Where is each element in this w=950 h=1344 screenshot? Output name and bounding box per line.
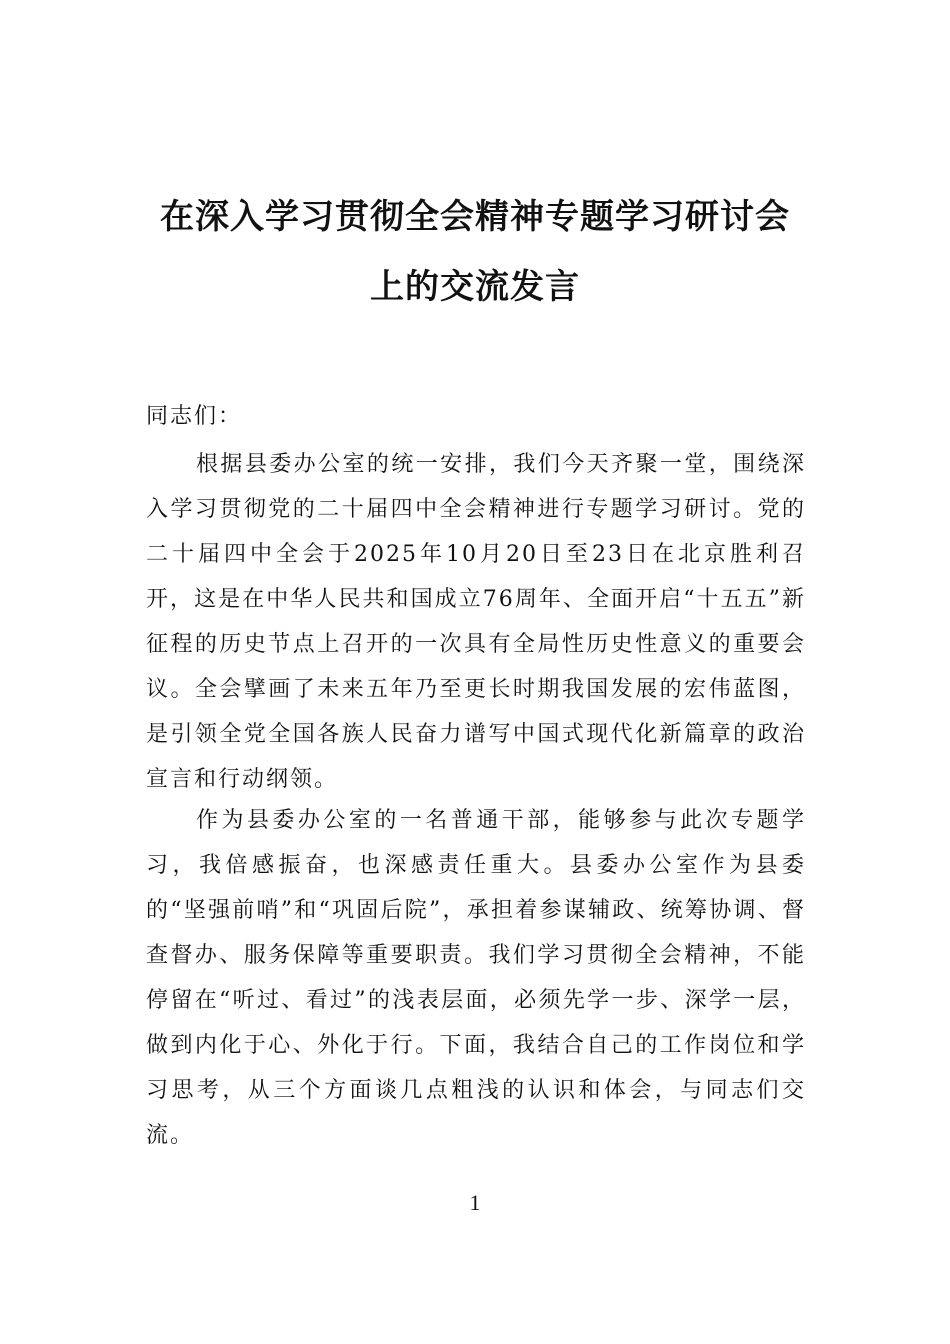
- salutation: 同志们：: [146, 404, 243, 429]
- document-title-line-1: 在深入学习贯彻全会精神专题学习研讨会: [160, 197, 790, 237]
- body-paragraph-1: 根据县委办公室的统一安排，我们今天齐聚一堂，围绕深入学习贯彻党的二十届四中全会精神进行专题学习研讨。党的二十届四中全会于2025年10月20日至23日在北京胜利召开，这是在中华人民共和国成立76周年、全面开启“十五五”新征程的历史节点上召开的一次具有全局性历史性意义的重要会议。全会擘画了未来五年乃至更长时期我国发展的宏伟蓝图，是引领全党全国各族人民奋力谱写中国式现代化新篇章的政治宣言和行动纲领。: [146, 452, 806, 792]
- document-title-line-2: 上的交流发言: [370, 267, 580, 307]
- page-number: 1: [469, 1190, 481, 1215]
- body-paragraph-2: 作为县委办公室的一名普通干部，能够参与此次专题学习，我倍感振奋，也深感责任重大。县委办公室作为县委的“坚强前哨”和“巩固后院”，承担着参谋辅政、统筹协调、督查督办、服务保障等重要职责。我们学习贯彻全会精神，不能停留在“听过、看过”的浅表层面，必须先学一步、深学一层，做到内化于心、外化于行。下面，我结合自己的工作岗位和学习思考，从三个方面谈几点粗浅的认识和体会，与同志们交流。: [146, 808, 806, 1148]
